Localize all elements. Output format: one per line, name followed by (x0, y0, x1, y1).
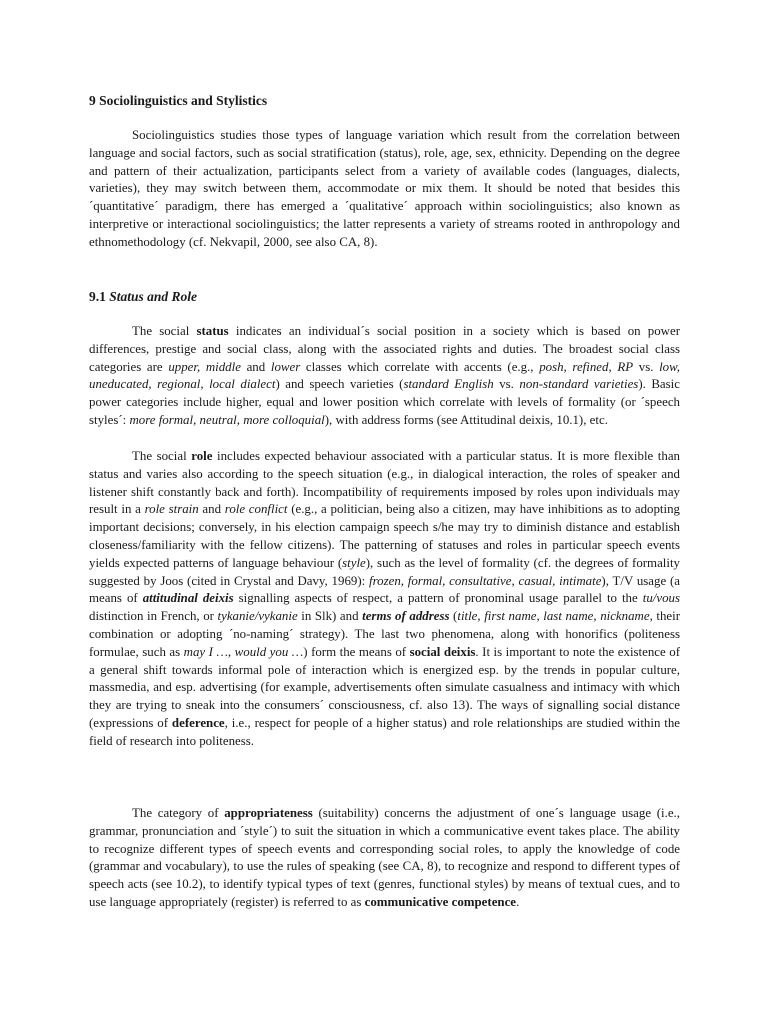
text-run: vs. (493, 377, 520, 392)
text-run: classes which correlate with accents (e.g., (300, 359, 540, 374)
emphasis-term: communicative competence (364, 894, 517, 909)
text-run: distinction in French, or (89, 609, 218, 624)
emphasis-term: role conflict (224, 502, 288, 517)
text-run: The category of (132, 806, 225, 820)
emphasis-term: social deixis (409, 644, 476, 659)
text-run: (suitability) concerns the adjustment of one´s language usage (i.e., grammar, pronunciation and ´style´) to suit the situation in which a communicative event takes place. The ability to recognize different types of speech events and corresponding social roles, to apply the knowledge of code (grammar and vocabulary), to use the rules of speaking (see CA, 8), to recognize and respond to different types of speech acts (see 10.2), to identify typical types of text (genres, functional styles) by means of textual cues, and to use language appropriately (register) is referred to as (89, 806, 680, 909)
emphasis-term: tu/vous (642, 591, 680, 606)
emphasis-term: role strain (144, 502, 199, 517)
text-run: ), with address forms (see Attitudinal deixis, 10.1), etc. (324, 412, 608, 427)
emphasis-term: appropriateness (224, 806, 313, 820)
emphasis-term: status (196, 324, 229, 338)
emphasis-term: lower (270, 359, 301, 374)
emphasis-term: non-standard varieties (519, 377, 639, 392)
subsection-heading (89, 289, 197, 305)
text-run: signalling aspects of respect, a pattern of pronominal usage parallel to the (233, 591, 643, 606)
text-run: , their combination or adopting ´no-naming´ strategy). The last two phenomena, along with honorifics (politeness formulae, such as (89, 609, 681, 659)
section-heading: 9 Sociolinguistics and Stylistics (89, 93, 268, 108)
subsection-title: Status and Role (109, 289, 198, 304)
text-run: The social (132, 324, 197, 338)
status-paragraph (89, 323, 680, 430)
emphasis-term: frozen, formal, consultative, casual, intimate (369, 573, 602, 588)
role-paragraph (89, 448, 680, 751)
emphasis-term: deference (171, 715, 225, 730)
text-run: . (516, 894, 520, 909)
text-run: Sociolinguistics studies those types of language variation which result from the correlation between language and social factors, such as social stratification (status), role, age, sex, ethnicity. Depending on the degree and pattern of their actualization, participants select from a variety of available codes (languages, dialects, varieties), they may switch between them, accommodate or mix them. It should be noted that besides this ´quantitative´ paradigm, there has emerged a ´qualitative´ approach within sociolinguistics; also known as interpretive or interactional sociolinguistics; the latter represents a variety of streams rooted in anthropology and ethnomethodology (cf. Nekvapil, 2000, see also CA, 8). (89, 128, 680, 249)
text-run: vs. (633, 359, 660, 374)
text-run: (e.g., a politician, being also a citizen, may have inhibitions as to adopting important decisions; conversely, in his election campaign speech s/he may try to diminish distance and establish closeness/familiarity with the fellow citizens). The patterning of statuses and roles in particular speech events yields expected patterns of language behaviour ( (89, 502, 680, 570)
emphasis-term: standard English (403, 377, 494, 392)
emphasis-term: style (342, 555, 366, 570)
text-run: ), such as the level of formality (cf. the degrees of formality suggested by Joos (cited in Crystal and Davy, 1969): (89, 555, 680, 588)
emphasis-term: low, uneducated, regional, local dialect (89, 359, 680, 392)
emphasis-term: upper, middle (168, 359, 241, 374)
emphasis-term: tykanie/vykanie (217, 609, 298, 624)
emphasis-term: terms of address (362, 609, 450, 624)
intro-paragraph (89, 127, 680, 252)
text-run: , i.e., respect for people of a higher status) and role relationships are studied within the field of research into politeness. (89, 715, 680, 748)
text-run: . It is important to note the existence of a general shift towards informal pole of interaction which is energized esp. by the trends in popular culture, massmedia, and esp. advertising (for example, advertisements often simulate casualness and intimacy with which they are trying to sneak into the consumers´ consciousness, cf. also 13). The ways of signalling social distance (expressions of (89, 644, 680, 730)
text-run: ( (449, 609, 458, 624)
text-run: in Slk) and (297, 609, 363, 624)
text-run: ), T/V usage (a means of (89, 573, 680, 606)
text-run: indicates an individual´s social position in a society which is based on power differences, prestige and social class, along with the associated rights and duties. The broadest social class categories are (89, 324, 680, 374)
subsection-number: 9.1 (89, 289, 110, 304)
text-run: and (240, 359, 271, 374)
emphasis-term: attitudinal deixis (142, 591, 234, 606)
text-run: ) and speech varieties ( (275, 377, 404, 392)
emphasis-term: posh, refined, RP (539, 359, 634, 374)
emphasis-term: may I …, would you … (183, 644, 304, 659)
appropriateness-paragraph (89, 805, 680, 912)
text-run: ) form the means of (303, 644, 410, 659)
text-run: includes expected behaviour associated with a particular status. It is more flexible than status and varies also according to the speech situation (e.g., in dialogical interaction, the roles of speaker and listener shift constantly back and forth). Incompatibility of requirements imposed by roles upon individuals may result in a (89, 449, 680, 517)
text-run: ). Basic power categories include higher, equal and lower position which correlate with levels of formality (or ´speech styles´: (89, 377, 680, 427)
emphasis-term: title, first name, last name, nickname (457, 609, 650, 624)
text-run: and (198, 502, 225, 517)
emphasis-term: role (191, 449, 213, 463)
emphasis-term: more formal, neutral, more colloquial (129, 412, 325, 427)
text-run: The social (132, 449, 192, 463)
